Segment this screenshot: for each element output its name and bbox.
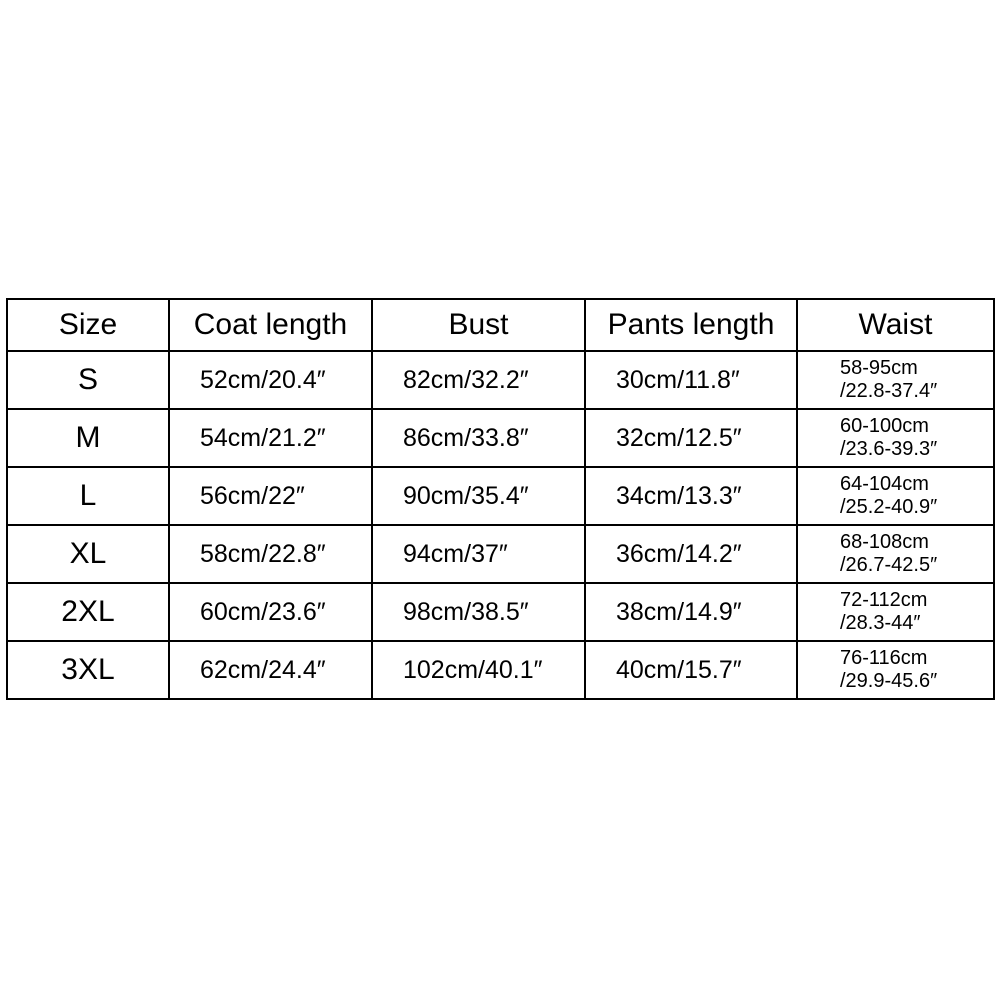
table-row (7, 525, 994, 583)
coat-length-cell: 60cm/23.6″ (169, 583, 372, 641)
pants-length-cell: 40cm/15.7″ (585, 641, 797, 699)
waist-cm: 60-100cm (840, 415, 929, 437)
waist-in: /25.2-40.9″ (840, 496, 938, 518)
table-row (7, 467, 994, 525)
size-cell: 3XL (7, 641, 169, 699)
coat-length-cell: 58cm/22.8″ (169, 525, 372, 583)
coat-length-cell: 52cm/20.4″ (169, 351, 372, 409)
waist-cell (797, 409, 994, 467)
bust-cell: 86cm/33.8″ (372, 409, 585, 467)
waist-in: /23.6-39.3″ (840, 438, 938, 460)
waist-cm: 76-116cm (840, 647, 928, 669)
pants-length-cell: 30cm/11.8″ (585, 351, 797, 409)
bust-cell: 102cm/40.1″ (372, 641, 585, 699)
header-size: Size (7, 299, 169, 351)
waist-cell (797, 583, 994, 641)
size-cell: 2XL (7, 583, 169, 641)
header-pants-length: Pants length (585, 299, 797, 351)
waist-cell (797, 467, 994, 525)
table-row (7, 583, 994, 641)
waist-cell (797, 641, 994, 699)
waist-in: /28.3-44″ (840, 612, 921, 634)
waist-cm: 72-112cm (840, 589, 928, 611)
table-row (7, 351, 994, 409)
coat-length-cell: 62cm/24.4″ (169, 641, 372, 699)
pants-length-cell: 38cm/14.9″ (585, 583, 797, 641)
size-cell: XL (7, 525, 169, 583)
table-row (7, 409, 994, 467)
waist-cell (797, 351, 994, 409)
bust-cell: 82cm/32.2″ (372, 351, 585, 409)
coat-length-cell: 56cm/22″ (169, 467, 372, 525)
waist-cm: 64-104cm (840, 473, 929, 495)
size-cell: S (7, 351, 169, 409)
waist-cell (797, 525, 994, 583)
coat-length-cell: 54cm/21.2″ (169, 409, 372, 467)
header-coat-length: Coat length (169, 299, 372, 351)
pants-length-cell: 32cm/12.5″ (585, 409, 797, 467)
bust-cell: 90cm/35.4″ (372, 467, 585, 525)
waist-cm: 68-108cm (840, 531, 929, 553)
bust-cell: 94cm/37″ (372, 525, 585, 583)
waist-in: /29.9-45.6″ (840, 670, 938, 692)
pants-length-cell: 36cm/14.2″ (585, 525, 797, 583)
waist-in: /26.7-42.5″ (840, 554, 938, 576)
header-row (7, 299, 994, 351)
waist-cm: 58-95cm (840, 357, 918, 379)
bust-cell: 98cm/38.5″ (372, 583, 585, 641)
pants-length-cell: 34cm/13.3″ (585, 467, 797, 525)
header-bust: Bust (372, 299, 585, 351)
waist-in: /22.8-37.4″ (840, 380, 938, 402)
size-cell: M (7, 409, 169, 467)
table-row (7, 641, 994, 699)
size-chart-table (6, 298, 995, 700)
header-waist: Waist (797, 299, 994, 351)
size-cell: L (7, 467, 169, 525)
